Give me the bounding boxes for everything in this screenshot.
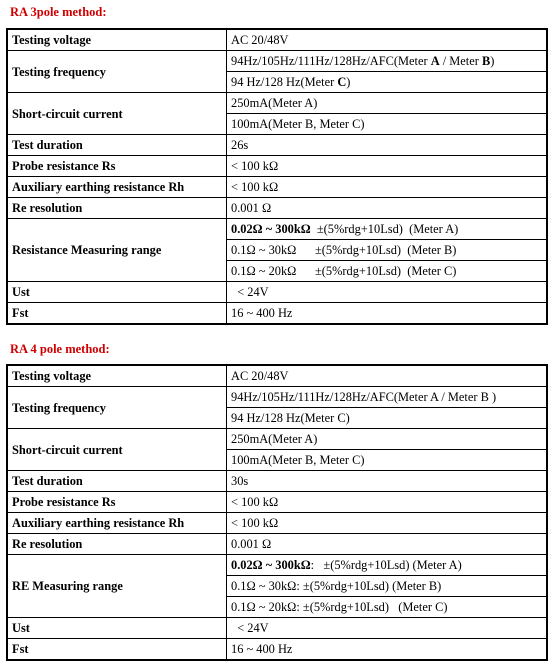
row-label: Probe resistance Rs <box>7 492 227 513</box>
row-label: Ust <box>7 618 227 639</box>
text-span: B <box>481 54 491 68</box>
spec-table-3pole <box>6 28 548 325</box>
row-label: Test duration <box>7 471 227 492</box>
text-span: 0.02Ω ~ 300kΩ <box>231 222 311 236</box>
row-label: Auxiliary earthing resistance Rh <box>7 177 227 198</box>
text-span: 0.02Ω ~ 300kΩ <box>231 558 311 572</box>
row-label: Testing frequency <box>7 387 227 429</box>
row-value: 0.001 Ω <box>227 198 548 219</box>
row-value: AC 20/48V <box>227 365 548 387</box>
row-value: < 100 kΩ <box>227 177 548 198</box>
text-span: A <box>430 54 440 68</box>
row-label: Probe resistance Rs <box>7 156 227 177</box>
row-value <box>227 72 548 93</box>
text-span: ) <box>490 54 495 68</box>
row-label: Re resolution <box>7 198 227 219</box>
row-value: 250mA(Meter A) <box>227 93 548 114</box>
row-value: < 24V <box>227 282 548 303</box>
table-row <box>7 534 547 555</box>
row-value: < 24V <box>227 618 548 639</box>
text-span: 94Hz/105Hz/111Hz/128Hz/AFC(Meter <box>231 54 431 68</box>
row-label: Fst <box>7 303 227 325</box>
row-value: 0.001 Ω <box>227 534 548 555</box>
row-label: Ust <box>7 282 227 303</box>
spec-table-4pole <box>6 364 548 661</box>
section-title-4pole: RA 4 pole method: <box>10 342 110 356</box>
table-row <box>7 29 547 51</box>
table-row <box>7 387 547 408</box>
text-span: C <box>337 75 347 89</box>
table-row <box>7 282 547 303</box>
row-label: Short-circuit current <box>7 429 227 471</box>
text-span: / Meter <box>439 54 482 68</box>
table-row <box>7 51 547 72</box>
row-value: 0.1Ω ~ 20kΩ: ±(5%rdg+10Lsd) (Meter C) <box>227 597 548 618</box>
row-value: 0.1Ω ~ 30kΩ: ±(5%rdg+10Lsd) (Meter B) <box>227 576 548 597</box>
row-value: 250mA(Meter A) <box>227 429 548 450</box>
row-value: AC 20/48V <box>227 29 548 51</box>
table-row <box>7 492 547 513</box>
table-row <box>7 303 547 325</box>
table-row <box>7 93 547 114</box>
table-row <box>7 219 547 240</box>
row-value: < 100 kΩ <box>227 513 548 534</box>
table-row <box>7 135 547 156</box>
row-value: 100mA(Meter B, Meter C) <box>227 450 548 471</box>
row-label: Short-circuit current <box>7 93 227 135</box>
table-row <box>7 639 547 661</box>
row-value: 94Hz/105Hz/111Hz/128Hz/AFC(Meter A / Meter B ) <box>227 387 548 408</box>
row-value <box>227 555 548 576</box>
table-row <box>7 198 547 219</box>
row-label: Resistance Measuring range <box>7 219 227 282</box>
table-row <box>7 156 547 177</box>
row-label: RE Measuring range <box>7 555 227 618</box>
row-value: 100mA(Meter B, Meter C) <box>227 114 548 135</box>
text-span: ) <box>346 75 351 89</box>
row-value: 0.1Ω ~ 20kΩ ±(5%rdg+10Lsd) (Meter C) <box>227 261 548 282</box>
row-label: Fst <box>7 639 227 661</box>
table-row <box>7 177 547 198</box>
text-span: 94 Hz/128 Hz(Meter <box>231 75 338 89</box>
row-label: Testing voltage <box>7 29 227 51</box>
text-span: : ±(5%rdg+10Lsd) (Meter A) <box>310 558 462 572</box>
row-value <box>227 51 548 72</box>
table-row <box>7 429 547 450</box>
row-value: 16 ~ 400 Hz <box>227 639 548 661</box>
row-label: Auxiliary earthing resistance Rh <box>7 513 227 534</box>
text-span: ±(5%rdg+10Lsd) (Meter A) <box>310 222 459 236</box>
row-label: Test duration <box>7 135 227 156</box>
row-value: 94 Hz/128 Hz(Meter C) <box>227 408 548 429</box>
row-label: Testing voltage <box>7 365 227 387</box>
row-label: Re resolution <box>7 534 227 555</box>
row-value: < 100 kΩ <box>227 156 548 177</box>
row-value <box>227 219 548 240</box>
table-row <box>7 471 547 492</box>
row-label: Testing frequency <box>7 51 227 93</box>
table-row <box>7 365 547 387</box>
row-value: 26s <box>227 135 548 156</box>
row-value: 16 ~ 400 Hz <box>227 303 548 325</box>
section-title-3pole: RA 3pole method: <box>10 5 107 19</box>
row-value: 0.1Ω ~ 30kΩ ±(5%rdg+10Lsd) (Meter B) <box>227 240 548 261</box>
row-value: 30s <box>227 471 548 492</box>
row-value: < 100 kΩ <box>227 492 548 513</box>
table-row <box>7 618 547 639</box>
table-row <box>7 555 547 576</box>
table-row <box>7 513 547 534</box>
